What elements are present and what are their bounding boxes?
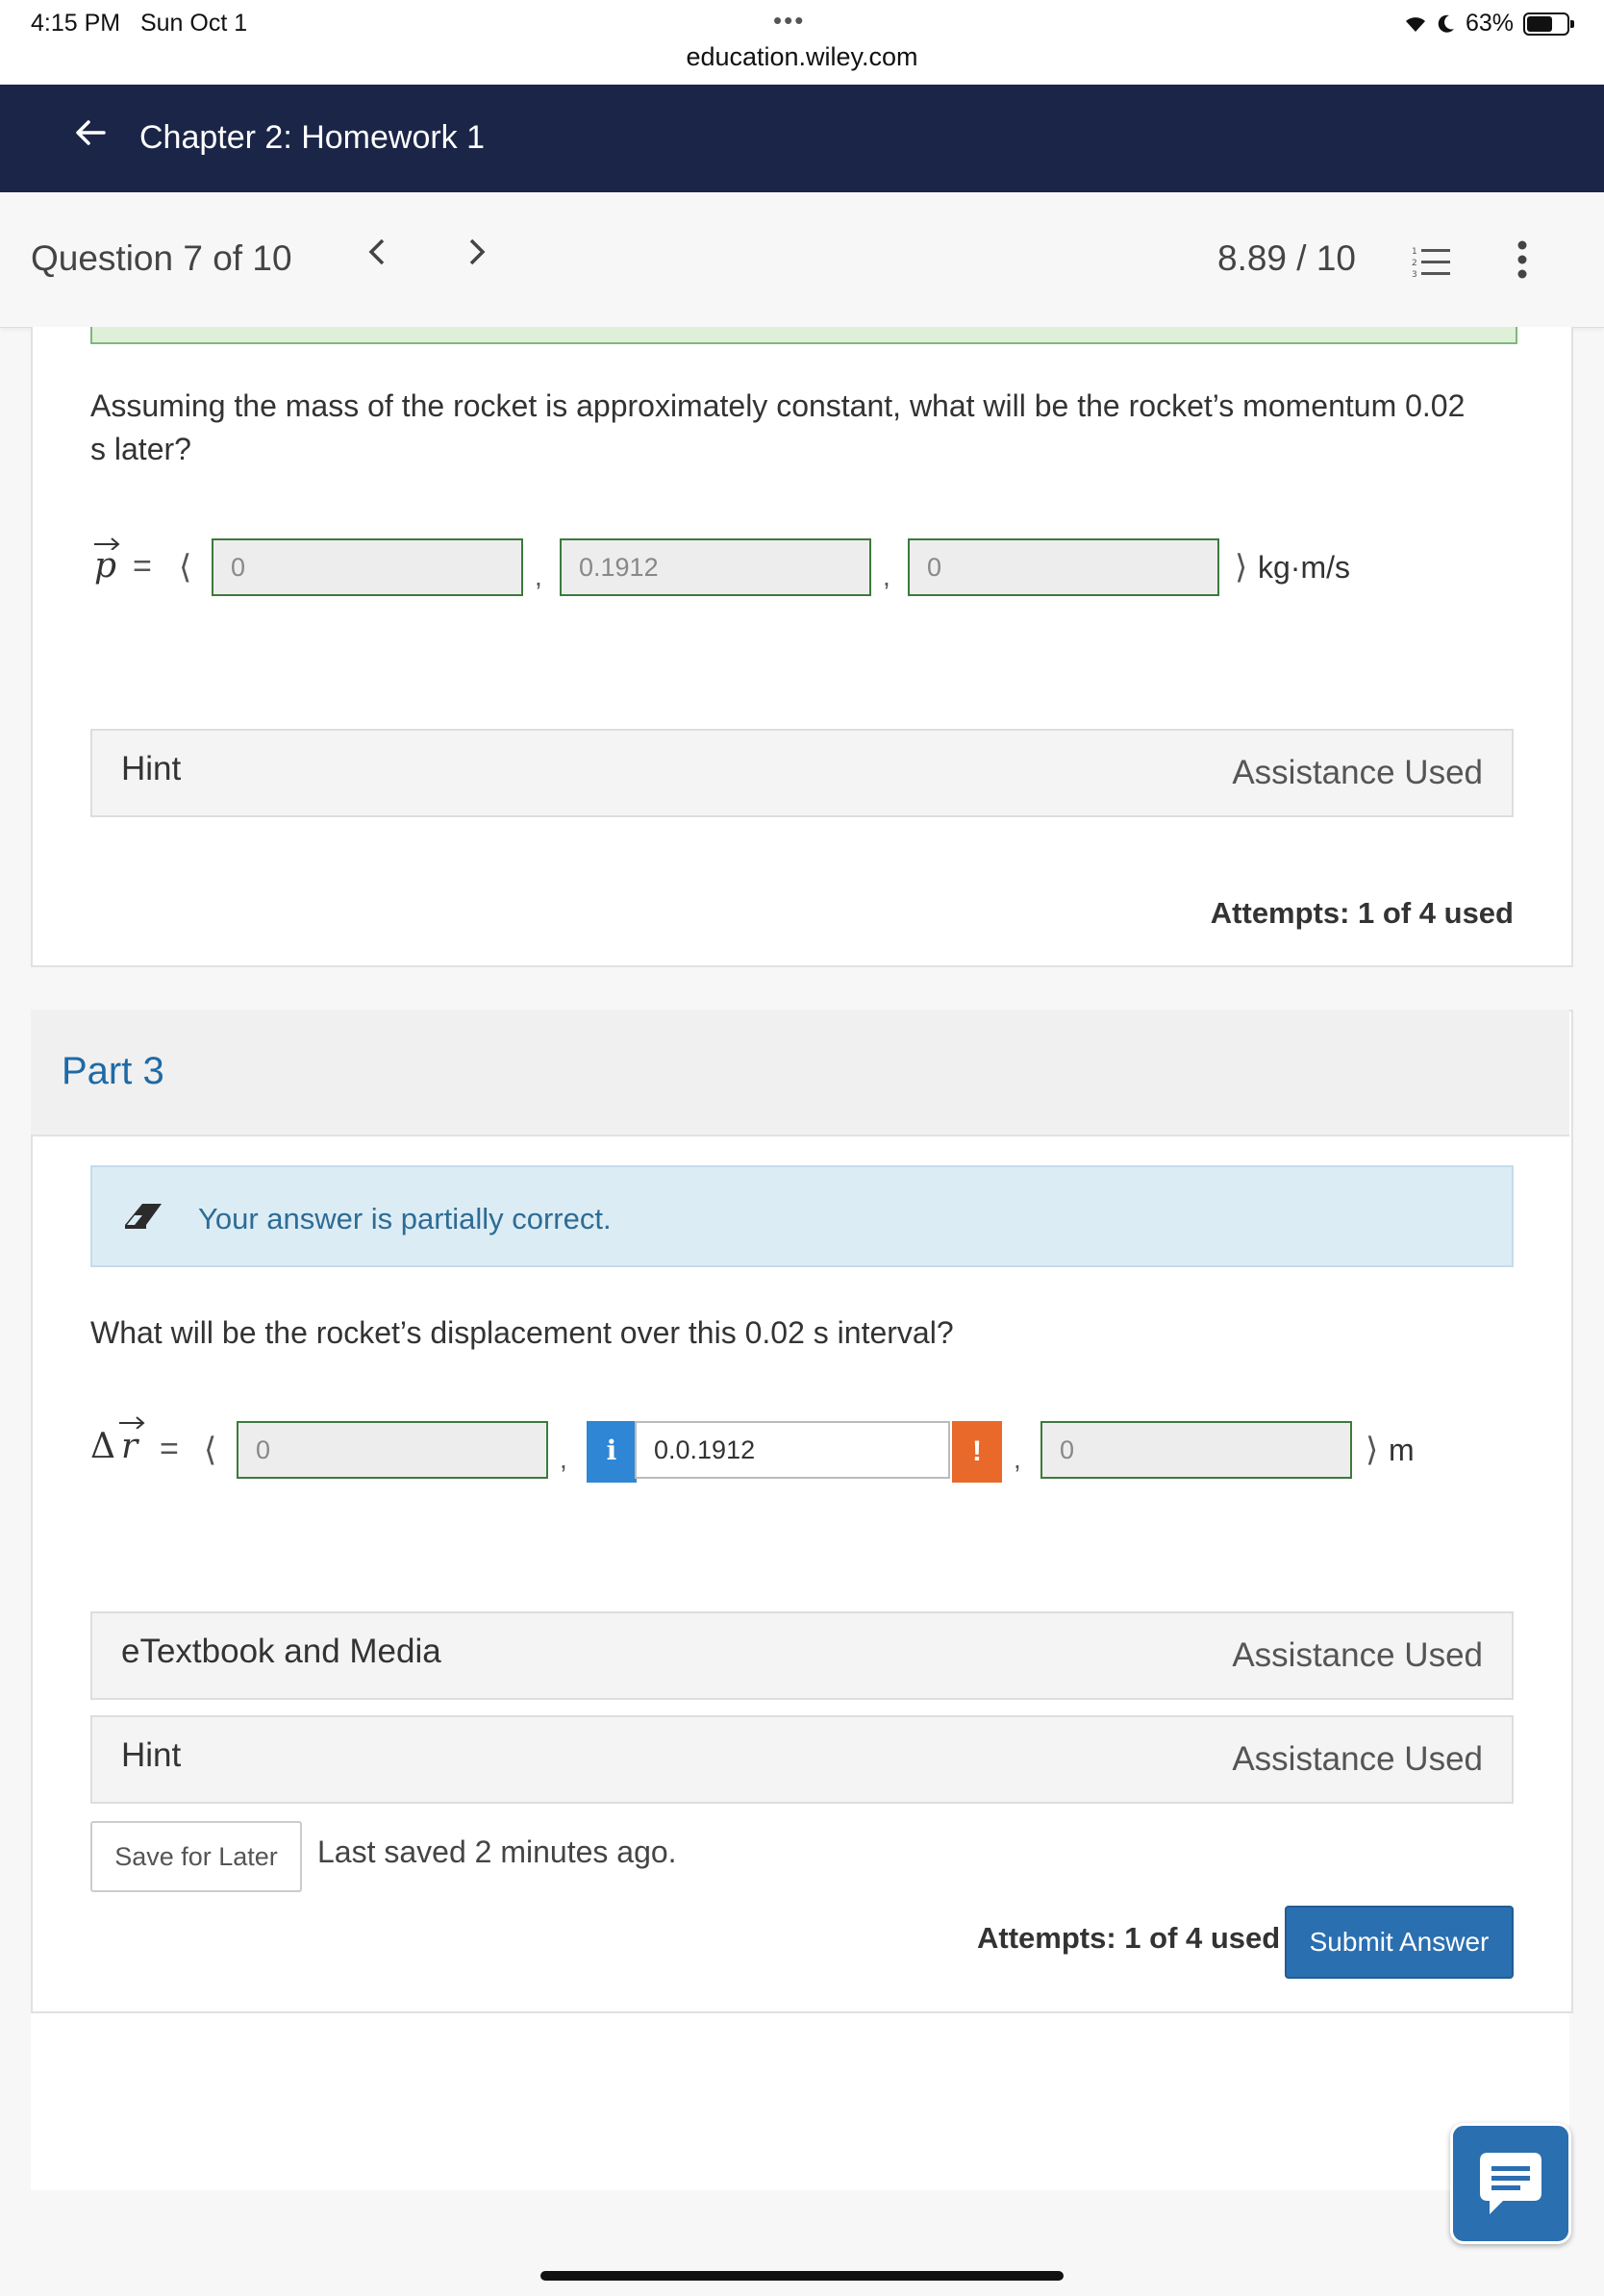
svg-text:1: 1	[1412, 247, 1417, 257]
comma: ,	[1014, 1444, 1021, 1474]
next-question-button[interactable]	[465, 235, 489, 279]
browser-menu-dots-icon[interactable]: •••	[773, 6, 806, 35]
displacement-x-field[interactable]: 0	[237, 1421, 548, 1479]
warning-icon[interactable]: !	[952, 1421, 1002, 1483]
etextbook-label: eTextbook and Media	[121, 1633, 441, 1670]
status-time: 4:15 PM Sun Oct 1	[31, 10, 248, 37]
comma: ,	[883, 562, 890, 591]
hint-label: Hint	[121, 750, 182, 787]
svg-text:2: 2	[1412, 259, 1417, 268]
part3-title: Part 3	[62, 1050, 164, 1092]
part2-hint-row[interactable]	[90, 729, 1514, 817]
home-indicator	[540, 2271, 1064, 2281]
chat-support-button[interactable]	[1450, 2123, 1571, 2244]
previous-feedback-strip	[90, 327, 1517, 344]
chevron-left-icon	[365, 235, 388, 269]
equals-sign: =	[160, 1431, 179, 1467]
momentum-vector-symbol: p	[94, 546, 116, 586]
eraser-icon	[121, 1196, 165, 1239]
feedback-text: Your answer is partially correct.	[198, 1202, 612, 1235]
hint-label: Hint	[121, 1736, 182, 1774]
question-list-icon[interactable]	[1412, 244, 1452, 284]
last-saved-text: Last saved 2 minutes ago.	[317, 1834, 677, 1869]
previous-question-button[interactable]	[365, 235, 388, 279]
etextbook-row[interactable]	[90, 1611, 1514, 1700]
displacement-y-field[interactable]: 0.0.1912	[635, 1421, 950, 1479]
chevron-right-icon	[465, 235, 489, 269]
momentum-unit: kg·m/s	[1258, 550, 1350, 585]
momentum-y-field[interactable]: 0.1912	[560, 538, 871, 596]
assistance-used-status: Assistance Used	[1232, 1740, 1483, 1778]
save-for-later-button[interactable]: Save for Later	[90, 1821, 302, 1892]
assignment-title[interactable]: Chapter 2: Homework 1	[139, 119, 486, 156]
displacement-z-field[interactable]: 0	[1040, 1421, 1352, 1479]
equals-sign: =	[133, 548, 152, 585]
feedback-banner	[90, 1165, 1514, 1267]
score: 8.89 / 10	[1217, 238, 1357, 278]
part2-question: Assuming the mass of the rocket is approximately constant, what will be the rocket’s momentum 0.02 s later?	[90, 388, 1466, 466]
status-bar	[0, 0, 1604, 85]
part3-hint-row[interactable]	[90, 1715, 1514, 1804]
battery-percent: 63%	[1465, 10, 1514, 37]
svg-text:3: 3	[1412, 270, 1417, 279]
displacement-vector-symbol: r	[121, 1427, 138, 1466]
back-arrow-icon[interactable]	[71, 113, 110, 160]
question-counter: Question 7 of 10	[31, 238, 292, 278]
part2-attempts: Attempts: 1 of 4 used	[1210, 896, 1514, 930]
part3-attempts: Attempts: 1 of 4 used	[977, 1921, 1281, 1955]
part3-question: What will be the rocket’s displacement over this 0.02 s interval?	[90, 1315, 954, 1350]
close-bracket: ⟩	[1235, 549, 1248, 586]
chat-icon	[1453, 2126, 1568, 2241]
momentum-x-field[interactable]: 0	[212, 538, 523, 596]
close-bracket: ⟩	[1366, 1432, 1379, 1468]
open-bracket: ⟨	[204, 1432, 217, 1468]
delta-symbol: Δ	[90, 1427, 115, 1466]
part3-answer-row	[90, 1421, 1552, 1485]
page-bottom-area	[31, 2013, 1569, 2190]
moon-icon	[1437, 13, 1456, 35]
comma: ,	[535, 562, 542, 591]
part3-header	[31, 1010, 1569, 1136]
app-header	[0, 85, 1604, 192]
displacement-unit: m	[1389, 1433, 1415, 1467]
status-indicators	[1404, 10, 1569, 37]
assistance-used-status: Assistance Used	[1232, 754, 1483, 791]
open-bracket: ⟨	[179, 549, 192, 586]
info-icon[interactable]: i	[587, 1421, 637, 1483]
question-nav	[0, 192, 1604, 328]
submit-answer-button[interactable]: Submit Answer	[1285, 1906, 1514, 1979]
momentum-z-field[interactable]: 0	[908, 538, 1219, 596]
browser-url[interactable]: education.wiley.com	[686, 42, 918, 71]
part2-answer-row	[90, 538, 1552, 602]
comma: ,	[560, 1444, 567, 1474]
battery-icon	[1523, 12, 1569, 36]
more-options-icon[interactable]	[1516, 238, 1529, 286]
assistance-used-status: Assistance Used	[1232, 1636, 1483, 1674]
wifi-icon	[1404, 14, 1427, 34]
